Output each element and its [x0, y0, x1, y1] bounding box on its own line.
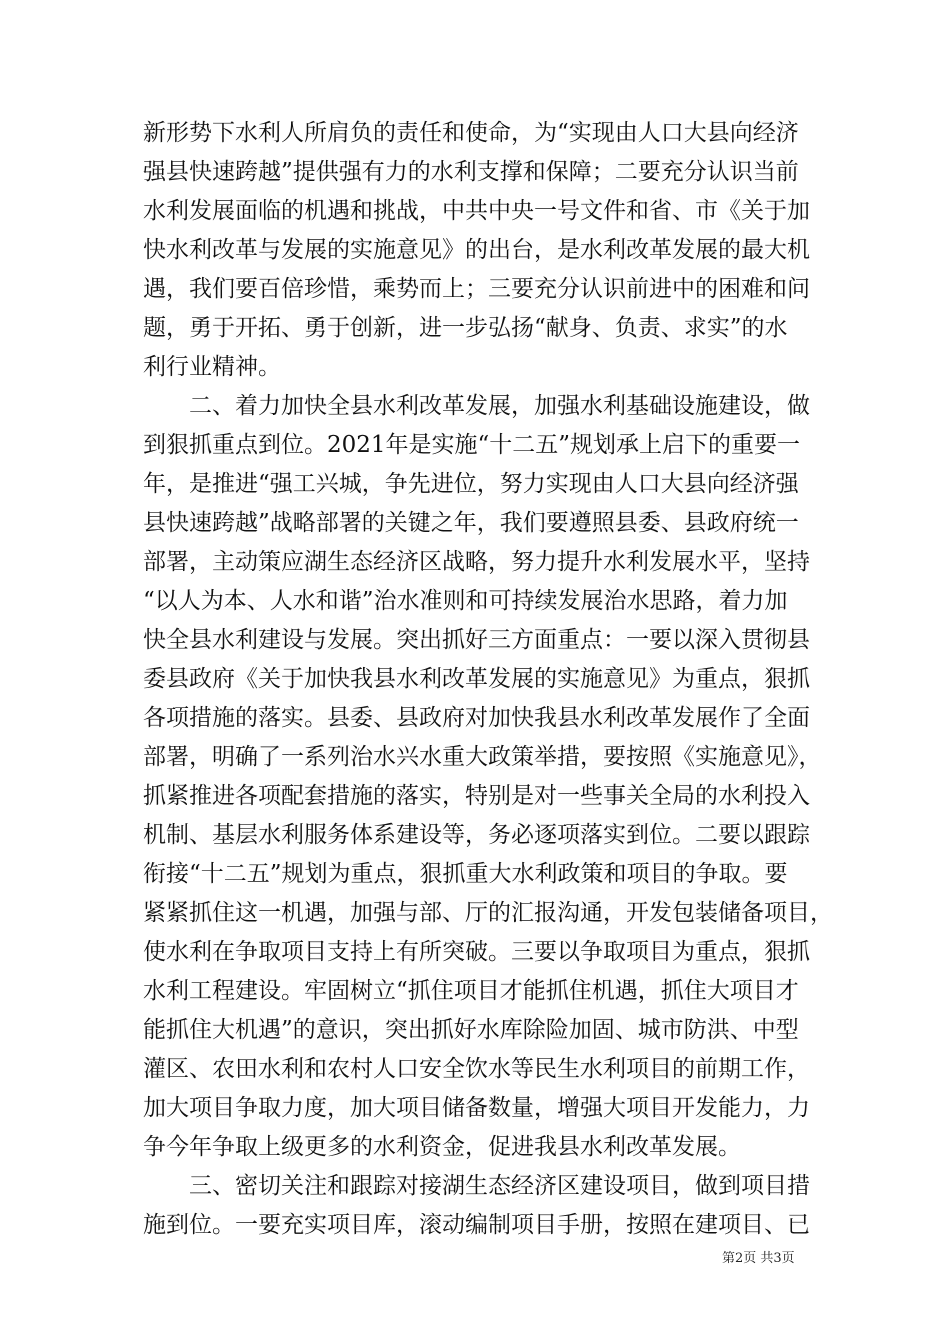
body-text-line: 使水利在争取项目支持上有所突破。三要以争取项目为重点，狠抓: [143, 939, 810, 965]
body-text-line: 强县快速跨越”提供强有力的水利支撑和保障；二要充分认识当前: [143, 159, 799, 185]
body-text-line: 施到位。一要充实项目库，滚动编制项目手册，按照在建项目、已: [143, 1212, 810, 1238]
body-text-line: 部署，主动策应湖生态经济区战略，努力提升水利发展水平，坚持: [143, 549, 810, 575]
body-text-line: 委县政府《关于加快我县水利改革发展的实施意见》为重点，狠抓: [143, 666, 810, 692]
body-text-line: 到狠抓重点到位。2021年是实施“十二五”规划承上启下的重要一: [143, 432, 801, 458]
body-text-line: 快水利改革与发展的实施意见》的出台，是水利改革发展的最大机: [143, 237, 810, 263]
body-text-line: 抓紧推进各项配套措施的落实，特别是对一些事关全局的水利投入: [143, 783, 810, 809]
body-text-line: 水利工程建设。牢固树立“抓住项目才能抓住机遇，抓住大项目才: [143, 978, 799, 1004]
body-text-line: 县快速跨越”战略部署的关键之年，我们要遵照县委、县政府统一: [143, 510, 799, 536]
section-heading-line: 二、着力加快全县水利改革发展，加强水利基础设施建设，做: [143, 393, 810, 419]
body-text-line: 加大项目争取力度，加大项目储备数量，增强大项目开发能力，力: [143, 1095, 810, 1121]
section-heading-line: 三、密切关注和跟踪对接湖生态经济区建设项目，做到项目措: [143, 1173, 810, 1199]
body-text-line: 快全县水利建设与发展。突出抓好三方面重点：一要以深入贯彻县: [143, 627, 810, 653]
body-text-line: 各项措施的落实。县委、县政府对加快我县水利改革发展作了全面: [143, 705, 810, 731]
body-text-line: 年，是推进“强工兴城，争先进位，努力实现由人口大县向经济强: [143, 471, 799, 497]
body-text-line: 能抓住大机遇”的意识，突出抓好水库除险加固、城市防洪、中型: [143, 1017, 799, 1043]
body-text-line: “以人为本、人水和谐”治水准则和可持续发展治水思路，着力加: [143, 588, 788, 614]
body-text-line: 衔接“十二五”规划为重点，狠抓重大水利政策和项目的争取。要: [143, 861, 788, 887]
body-text-line: 争今年争取上级更多的水利资金，促进我县水利改革发展。: [143, 1134, 741, 1160]
body-text-line: 部署，明确了一系列治水兴水重大政策举措，要按照《实施意见》，: [143, 744, 822, 770]
body-text-line: 利行业精神。: [143, 354, 281, 380]
body-text-line: 机制、基层水利服务体系建设等，务必逐项落实到位。二要以跟踪: [143, 822, 810, 848]
body-text-line: 遇，我们要百倍珍惜，乘势而上；三要充分认识前进中的困难和问: [143, 276, 810, 302]
body-text-line: 灌区、农田水利和农村人口安全饮水等民生水利项目的前期工作，: [143, 1056, 810, 1082]
page-number-footer: 第2页 共3页: [722, 1251, 795, 1266]
body-text-line: 题，勇于开拓、勇于创新，进一步弘扬“献身、负责、求实”的水: [143, 315, 788, 341]
body-text-line: 新形势下水利人所肩负的责任和使命，为“实现由人口大县向经济: [143, 120, 799, 146]
body-text-line: 水利发展面临的机遇和挑战，中共中央一号文件和省、市《关于加: [143, 198, 810, 224]
body-text-line: 紧紧抓住这一机遇，加强与部、厅的汇报沟通，开发包装储备项目，: [143, 900, 833, 926]
